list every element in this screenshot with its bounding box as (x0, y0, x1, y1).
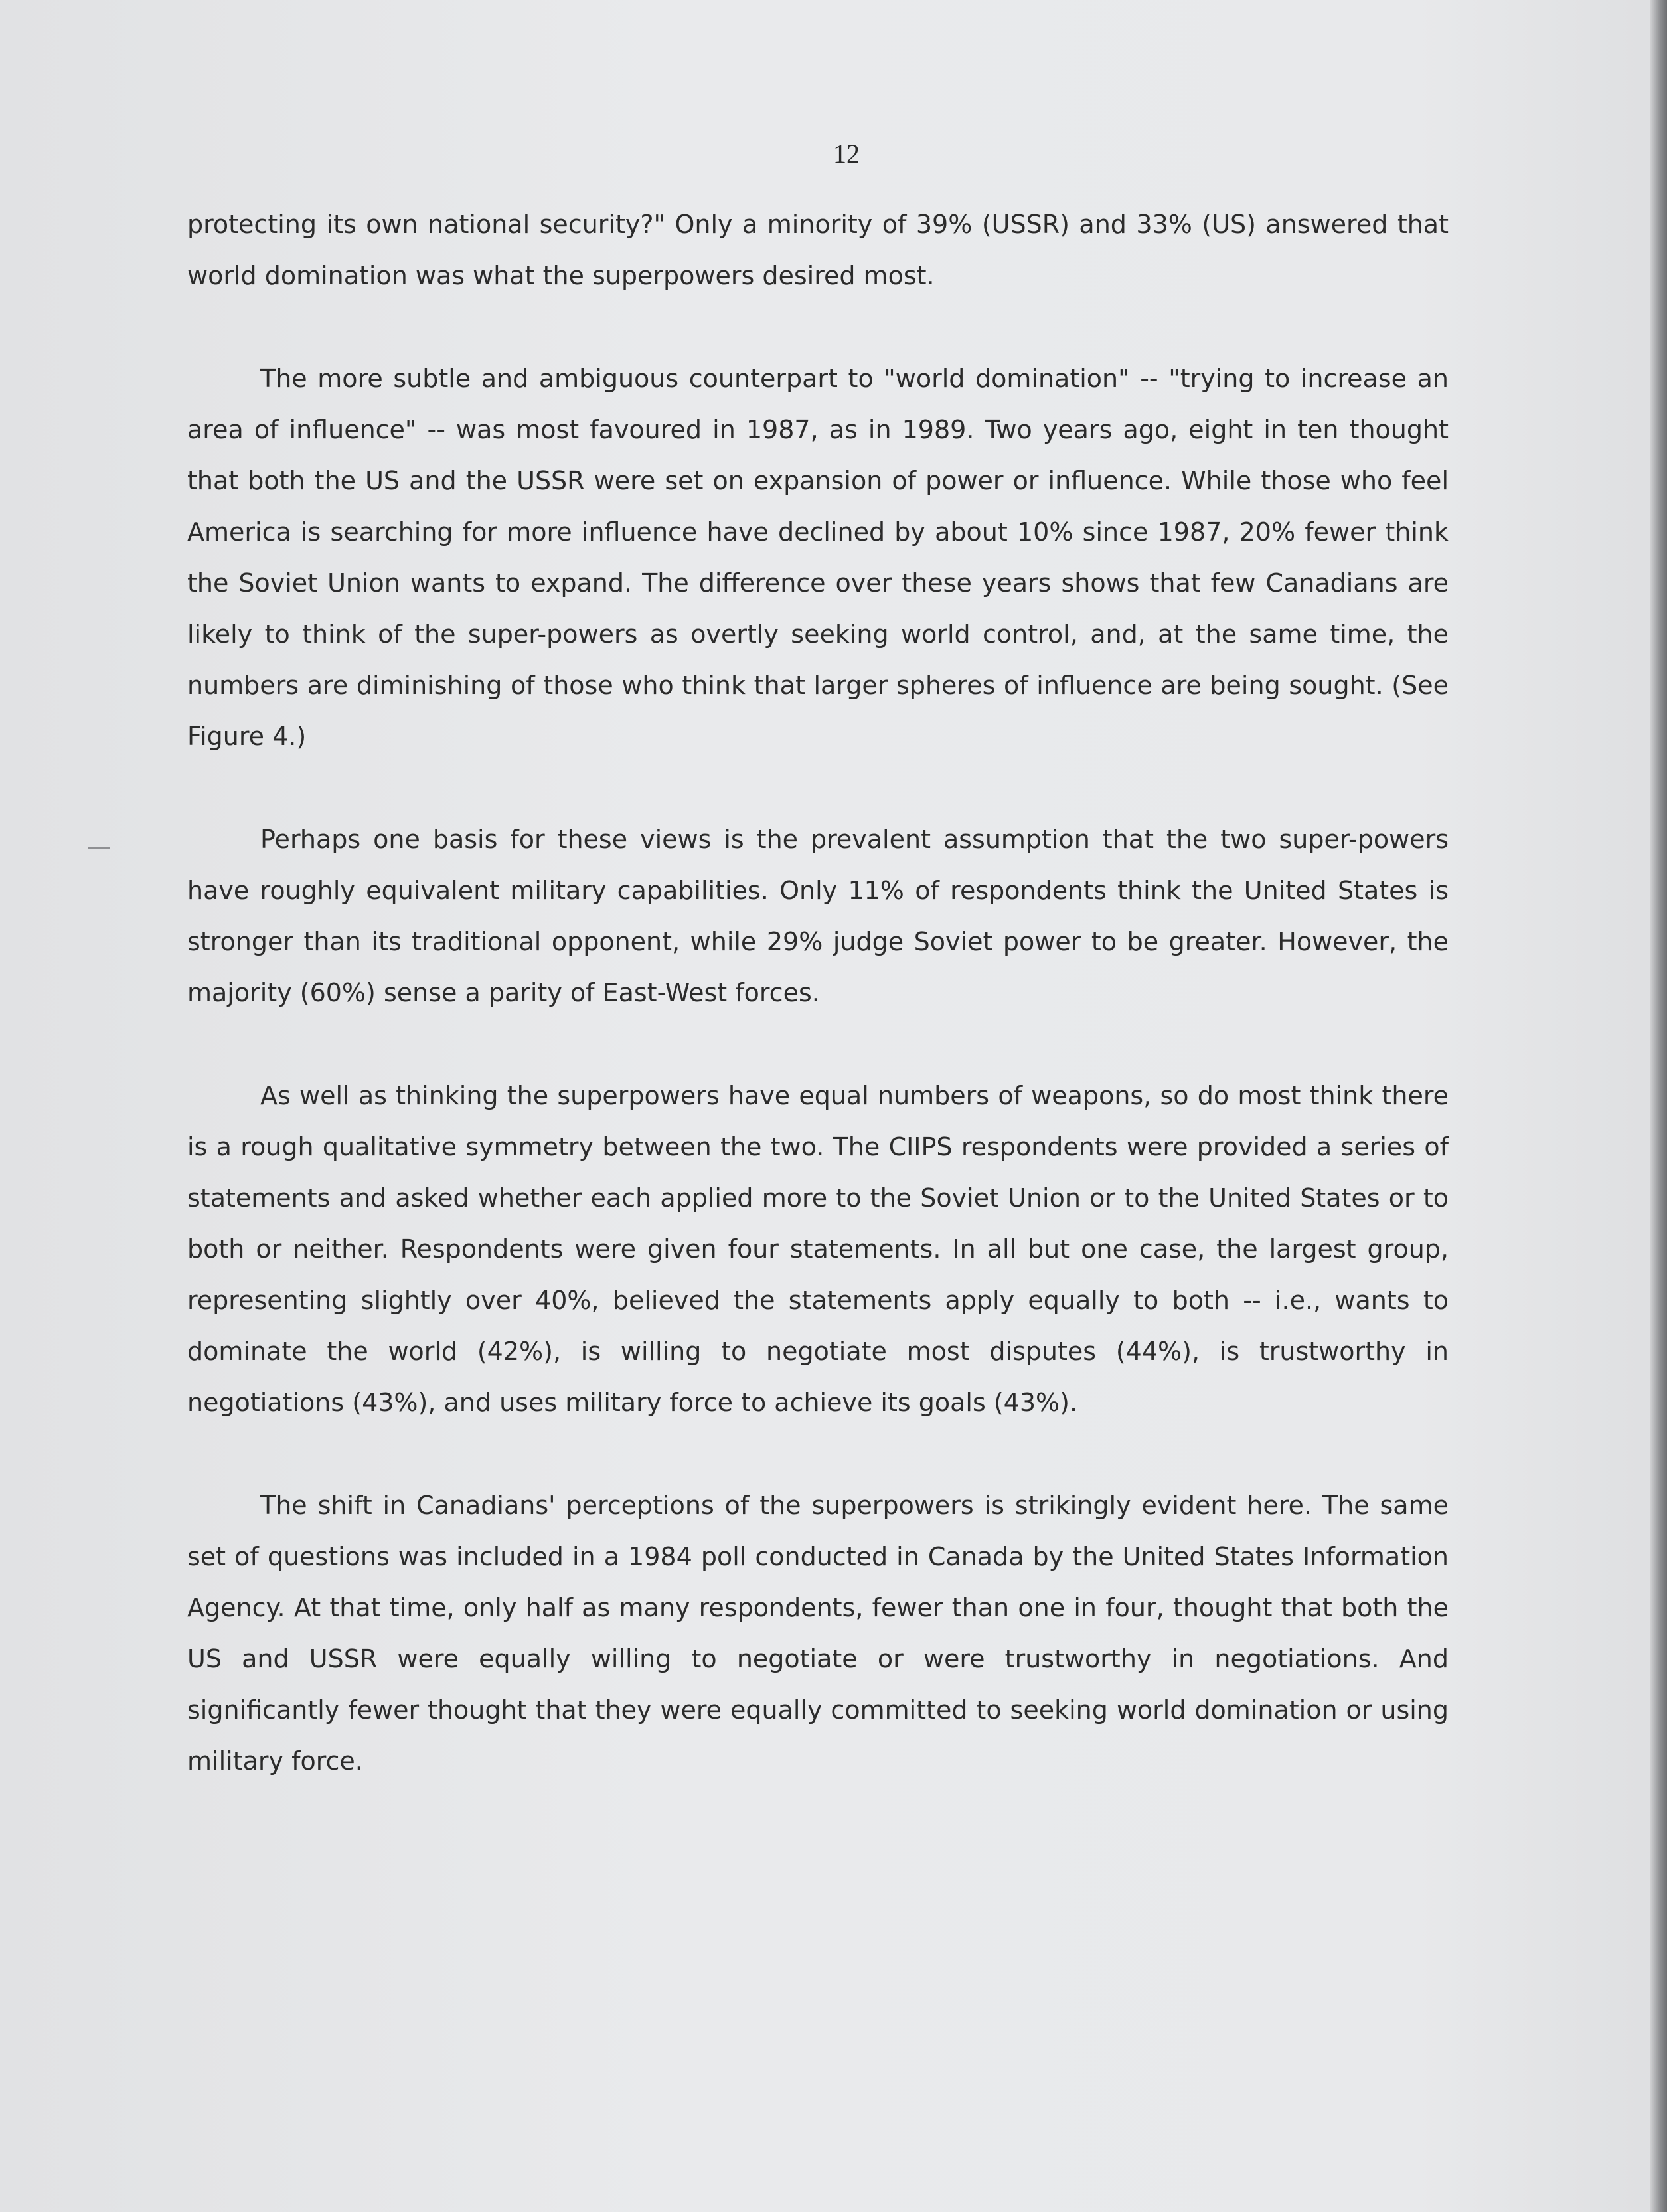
paragraph-2: The more subtle and ambiguous counterpart to "world domination" -- "trying to increase an area of influence" -- was most favoured in 1987, as in 1989. Two years ago, eight in ten thought that both the US and the USSR were set on expansion of power or influence. While those who feel America is searching for more influence have declined by about 10% since 1987, 20% fewer think the Soviet Union wants to expand. The difference over these years shows that few Canadians are likely to think of the super-powers as overtly seeking world control, and, at the same time, the numbers are diminishing of those who think that larger spheres of influence are being sought. (See Figure 4.) (187, 364, 1449, 751)
body-text (187, 199, 1449, 1839)
page-edge-shadow (1650, 0, 1667, 2212)
paragraph-3: Perhaps one basis for these views is the prevalent assumption that the two super-powers have roughly equivalent military capabilities. Only 11% of respondents think the United States is stronger than its traditional opponent, while 29% judge Soviet power to be greater. However, the majority (60%) sense a parity of East-West forces. (187, 825, 1449, 1007)
paragraph-4: As well as thinking the superpowers have equal numbers of weapons, so do most think there is a rough qualitative symmetry between the two. The CIIPS respondents were provided a series of statements and asked whether each applied more to the Soviet Union or to the United States or to both or neither. Respondents were given four statements. In all but one case, the largest group, representing slightly over 40%, believed the statements apply equally to both -- i.e., wants to dominate the world (42%), is willing to negotiate most disputes (44%), is trustworthy in negotiations (43%), and uses military force to achieve its goals (43%). (187, 1081, 1449, 1417)
paragraph-5: The shift in Canadians' perceptions of the superpowers is strikingly evident here. The same set of questions was included in a 1984 poll conducted in Canada by the United States Information Agency. At that time, only half as many respondents, fewer than one in four, thought that both the US and USSR were equally willing to negotiate or were trustworthy in negotiations. And significantly fewer thought that they were equally committed to seeking world domination or using military force. (187, 1491, 1449, 1776)
page-number: 12 (833, 139, 860, 169)
paragraph-1: protecting its own national security?" Only a minority of 39% (USSR) and 33% (US) answered that world domination was what the superpowers desired most. (187, 210, 1449, 290)
margin-mark (88, 847, 110, 849)
